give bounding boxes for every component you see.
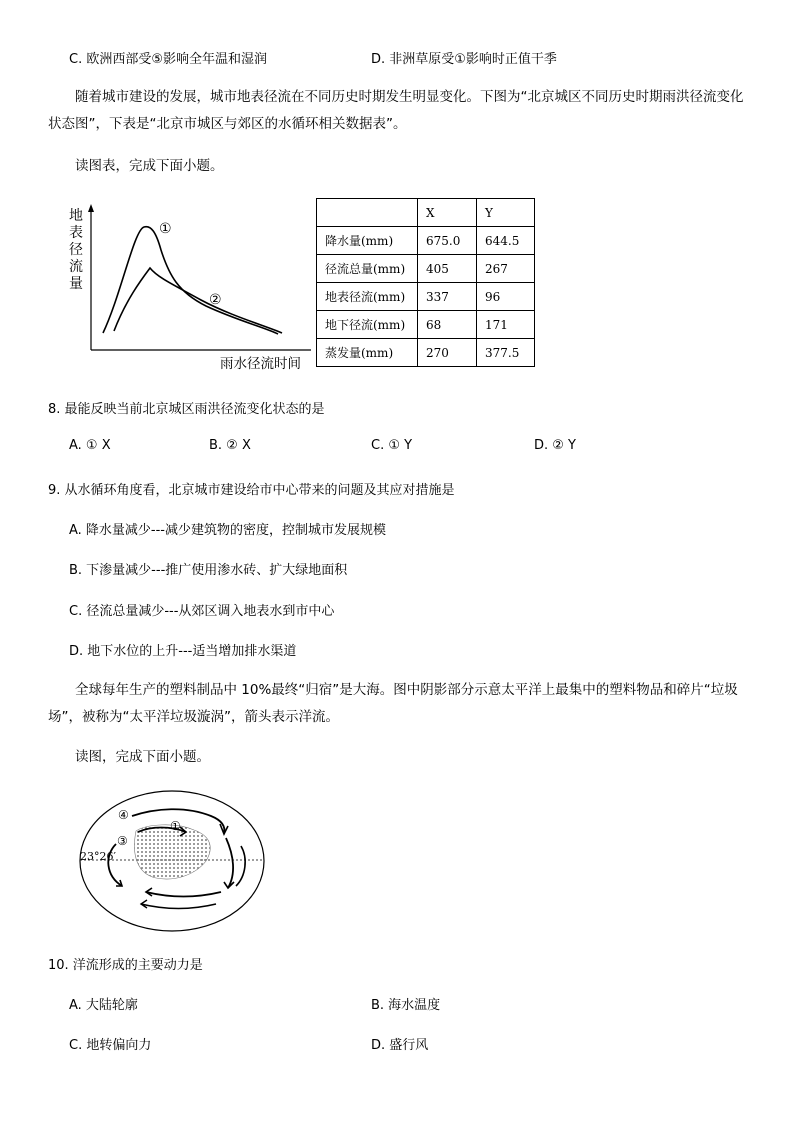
q9-option-b: B. 下渗量减少---推广使用渗水砖、扩大绿地面积 [69, 563, 348, 578]
table-header-row [317, 199, 535, 227]
table-header-cell: X [418, 199, 477, 227]
q8-option-c: C. ① Y [371, 438, 413, 453]
passage-urban-runoff: 随着城市建设的发展，城市地表径流在不同历史时期发生明显变化。下图为“北京城区不同历史时期雨洪径流变化状态图”，下表是“北京市城区与郊区的水循环相关数据表”。 [48, 89, 744, 132]
water-cycle-table [316, 198, 535, 367]
q10-option-c: C. 地转偏向力 [69, 1038, 152, 1053]
q9-option-d: D. 地下水位的上升---适当增加排水渠道 [69, 644, 297, 659]
q7-option-d: D. 非洲草原受①影响时正值干季 [371, 52, 557, 67]
y-axis-arrow [88, 204, 94, 212]
curve-2-label: ② [209, 292, 222, 308]
curve-1 [103, 227, 278, 334]
passage-garbage-patch: 全球每年生产的塑料制品中 10%最终“归宿”是大海。图中阴影部分示意太平洋上最集中的塑料物品和碎片“垃圾场”，被称为“太平洋垃圾漩涡”，箭头表示洋流。 [48, 682, 738, 725]
current-arrow [236, 846, 245, 886]
table-header-cell: Y [477, 199, 535, 227]
table-row: 地下径流(mm) 68 171 [317, 311, 535, 339]
q8-stem: 8. 最能反映当前北京城区雨洪径流变化状态的是 [48, 402, 325, 417]
q10-option-b: B. 海水温度 [371, 998, 441, 1013]
q10-option-a: A. 大陆轮廓 [69, 998, 138, 1013]
table-row: 地表径流(mm) 337 96 [317, 283, 535, 311]
q8-option-b: B. ② X [209, 438, 251, 453]
q9-option-a: A. 降水量减少---减少建筑物的密度，控制城市发展规模 [69, 523, 387, 538]
q8-option-a: A. ① X [69, 438, 111, 453]
x-axis-label: 雨水径流时间 [220, 356, 301, 372]
table-row: 径流总量(mm) 405 267 [317, 255, 535, 283]
instruction-read-map: 读图，完成下面小题。 [75, 749, 210, 765]
table-header-cell [317, 199, 418, 227]
curve-1-label: ① [159, 221, 172, 237]
q8-option-d: D. ② Y [534, 438, 577, 453]
q9-option-c: C. 径流总量减少---从郊区调入地表水到市中心 [69, 604, 335, 619]
curve-2 [114, 268, 282, 333]
current-arrow [141, 904, 216, 909]
q10-stem: 10. 洋流形成的主要动力是 [48, 958, 203, 973]
current-arrow [226, 838, 233, 888]
y-axis-label: 地 表 径 流 量 [69, 208, 83, 292]
runoff-hydrograph [66, 200, 316, 372]
marker-1: ① [170, 819, 181, 833]
table-row: 降水量(mm) 675.0 644.5 [317, 227, 535, 255]
current-arrow [146, 892, 221, 897]
q10-option-d: D. 盛行风 [371, 1038, 429, 1053]
marker-4: ④ [118, 808, 129, 822]
q7-option-c: C. 欧洲西部受⑤影响全年温和湿润 [69, 52, 267, 67]
table-row: 蒸发量(mm) 270 377.5 [317, 339, 535, 367]
marker-3: ③ [117, 834, 128, 848]
q9-stem: 9. 从水循环角度看，北京城市建设给市中心带来的问题及其应对措施是 [48, 483, 455, 498]
instruction-read-chart-table: 读图表，完成下面小题。 [75, 158, 224, 174]
latitude-label: 23°26′ [80, 850, 116, 863]
